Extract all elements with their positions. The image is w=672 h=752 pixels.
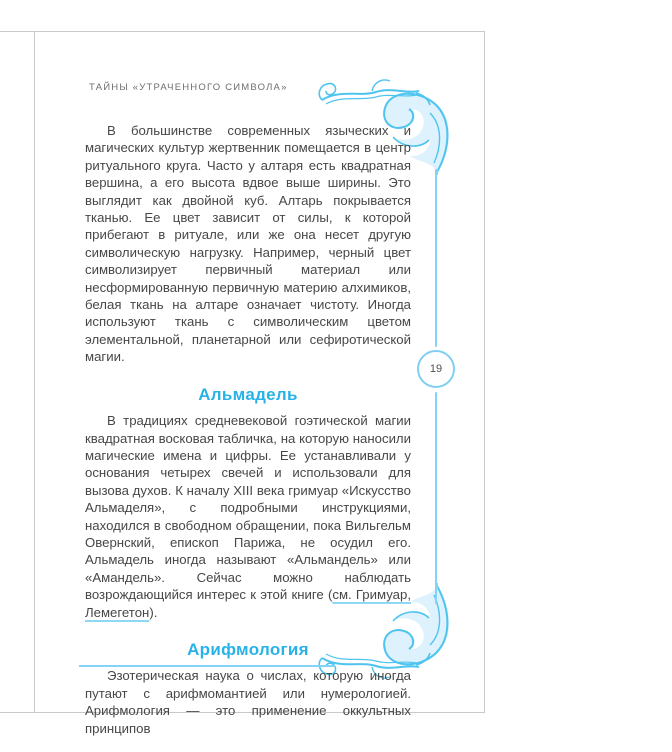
page-content xyxy=(85,122,411,737)
book-page xyxy=(34,31,485,736)
entry-paragraph-arithmology: Эзотерическая наука о числах, которую иногда путают с арифмомантией или нумерологией. Арифмология — это применение оккультных принципов xyxy=(85,668,411,736)
intro-paragraph: В большинстве современных языческих и магических культур жертвенник помещается в центр ритуального круга. Часто у алтаря есть квадратная вершина, а его высота вдвое выше ширины. Это выглядит как двойной куб. Алтарь покрывается тканью. Ее цвет зависит от силы, к которой прибегают в ритуале, или же она несет другую символическую нагрузку. Например, черный цвет символизирует первичный материал или несформированную первичную материю алхимиков, белая ткань на алтаре означает чистоту. Иногда используют ткань с символическим цветом элементальной, планетарной или сефиротической магии. xyxy=(85,123,411,365)
page-top-edge-line xyxy=(0,31,34,32)
entry-paragraph-almadel xyxy=(85,412,411,621)
ornament-vertical-rule-upper xyxy=(435,169,437,347)
entry-title-arithmology: Арифмология xyxy=(187,639,309,659)
page-number: 19 xyxy=(429,363,443,375)
entry-title-almadel: Альмадель xyxy=(198,384,298,404)
ornament-vertical-rule-lower xyxy=(435,392,437,604)
page-bottom-edge-line xyxy=(0,712,34,713)
running-head: ТАЙНЫ «УТРАЧЕННОГО СИМВОЛА» xyxy=(89,82,288,93)
entry-text-before-link: В традициях средневековой гоэтической магии квадратная восковая табличка, на которую наносили магические имена и цифры. Ее устанавливали у основания четырех свечей и использовали для вызова духов. К началу XIII века гримуар «Искусство Альмаделя», с подробными инструкциями, находился в свободном обращении, пока Вильгельм Овернский, епископ Парижа, не осудил его. Альмадель иногда называют «Альмандель» или «Амандель». Сейчас можно наблюдать возрождающийся интерес к этой книге ( xyxy=(85,413,411,603)
entry-text-after-link: ). xyxy=(149,604,158,620)
page-number-badge xyxy=(417,350,455,388)
cross-reference-link[interactable]: см. Гримуар, Лемегетон xyxy=(85,587,411,620)
